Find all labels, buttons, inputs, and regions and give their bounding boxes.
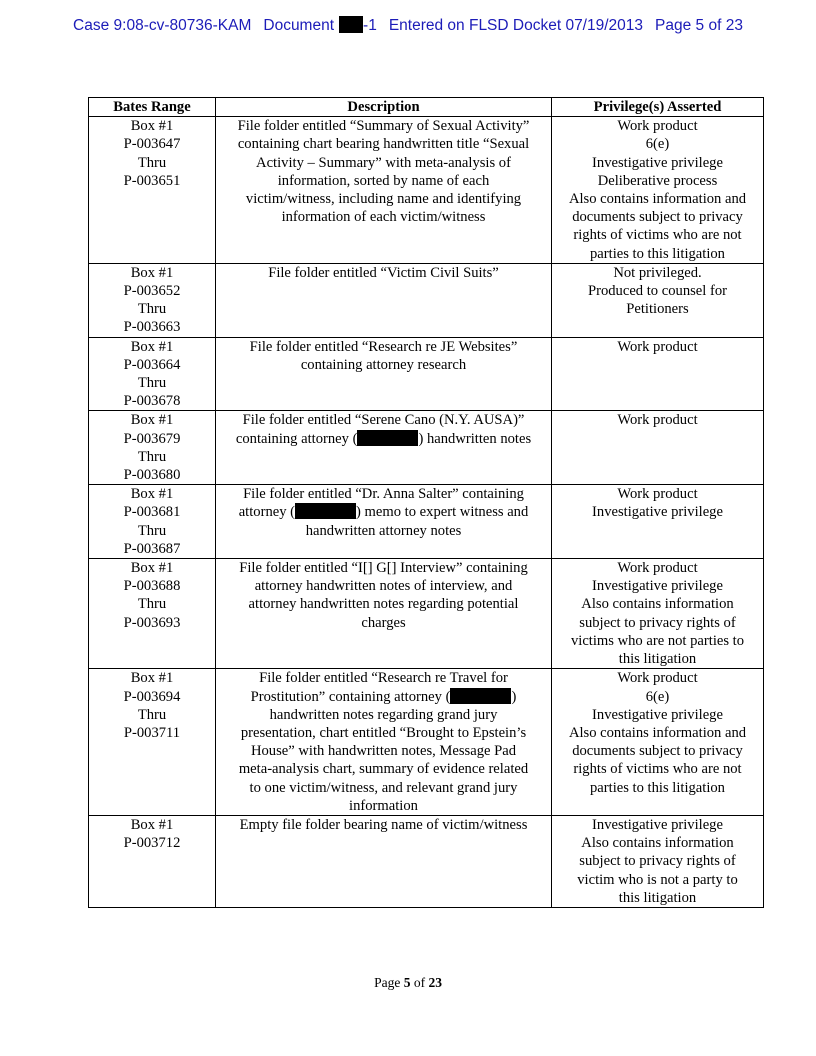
description-line: File folder entitled “Serene Cano (N.Y. AUSA)” <box>242 412 525 429</box>
privilege-line: subject to privacy rights of <box>579 853 736 870</box>
description-line: presentation, chart entitled “Brought to Epstein’s <box>240 724 527 741</box>
bates-line: Thru <box>137 375 167 392</box>
privilege-cell <box>552 669 764 816</box>
description-line: handwritten notes regarding grand jury <box>269 706 498 723</box>
table-row <box>89 263 764 337</box>
bates-line: Box #1 <box>130 338 174 355</box>
footer-middle: of <box>410 975 429 990</box>
bates-line: Thru <box>137 522 167 539</box>
privilege-line: parties to this litigation <box>590 245 725 262</box>
privilege-line: victims who are not parties to <box>570 632 745 649</box>
bates-line: P-003688 <box>123 578 181 595</box>
description-line: to one victim/witness, and relevant grand jury <box>249 779 518 796</box>
privilege-line: Work product <box>617 338 698 355</box>
bates-line: Thru <box>137 154 167 171</box>
privilege-line: Investigative privilege <box>592 706 723 723</box>
privilege-line: Work product <box>617 118 698 135</box>
description-fragment: ) memo to expert witness and <box>356 504 529 521</box>
bates-cell <box>89 337 216 411</box>
description-fragment: containing attorney ( <box>235 430 358 447</box>
description-line: containing chart bearing handwritten title “Sexual <box>237 136 530 153</box>
privilege-line: Work product <box>617 670 698 687</box>
description-line <box>218 503 549 521</box>
page-footer <box>0 975 816 991</box>
description-cell <box>216 337 552 411</box>
bates-line: Box #1 <box>130 670 174 687</box>
table-row <box>89 485 764 559</box>
header-page-count: Page 5 of 23 <box>655 17 743 34</box>
table-row <box>89 337 764 411</box>
entered-date: Entered on FLSD Docket 07/19/2013 <box>388 17 644 34</box>
description-line <box>218 430 549 448</box>
table-row <box>89 815 764 907</box>
privilege-line: Not privileged. <box>613 264 702 281</box>
description-line: attorney handwritten notes regarding potential <box>248 596 519 613</box>
bates-line: Box #1 <box>130 816 174 833</box>
description-line: File folder entitled “Summary of Sexual Activity” <box>237 118 530 135</box>
description-fragment: attorney ( <box>238 504 296 521</box>
case-number: Case 9:08-cv-80736-KAM <box>73 17 252 34</box>
description-line: attorney handwritten notes of interview, and <box>254 578 513 595</box>
document-suffix: -1 <box>363 17 377 34</box>
description-cell <box>216 815 552 907</box>
bates-cell <box>89 559 216 669</box>
bates-line: Box #1 <box>130 412 174 429</box>
description-line: meta-analysis chart, summary of evidence related <box>238 761 529 778</box>
bates-line: Box #1 <box>130 560 174 577</box>
description-line: File folder entitled “Dr. Anna Salter” containing <box>243 486 524 503</box>
privilege-line: Produced to counsel for <box>587 283 727 300</box>
bates-line: P-003647 <box>123 136 181 153</box>
description-cell <box>216 485 552 559</box>
description-cell <box>216 117 552 264</box>
description-line: Empty file folder bearing name of victim/witness <box>239 816 528 833</box>
description-cell <box>216 669 552 816</box>
privilege-line: Petitioners <box>626 301 689 318</box>
privilege-line: Work product <box>617 412 698 429</box>
privilege-line: 6(e) <box>645 688 670 705</box>
description-line: House” with handwritten notes, Message Pad <box>250 743 517 760</box>
privilege-cell <box>552 337 764 411</box>
document-label: Document <box>263 17 335 34</box>
bates-line: P-003687 <box>123 540 181 557</box>
privilege-cell <box>552 485 764 559</box>
bates-cell <box>89 669 216 816</box>
privilege-line: Also contains information and <box>568 191 747 208</box>
bates-line: Box #1 <box>130 486 174 503</box>
privilege-line: Work product <box>617 560 698 577</box>
bates-line: P-003651 <box>123 172 181 189</box>
bates-cell <box>89 411 216 485</box>
description-line: File folder entitled “Research re JE Websites” <box>249 338 518 355</box>
privilege-line: Investigative privilege <box>592 578 723 595</box>
bates-cell <box>89 263 216 337</box>
bates-line: P-003652 <box>123 283 181 300</box>
description-line: File folder entitled “I[] G[] Interview” containing <box>239 560 528 577</box>
privilege-line: subject to privacy rights of <box>579 614 736 631</box>
privilege-line: Investigative privilege <box>592 154 723 171</box>
privilege-line: Investigative privilege <box>592 504 723 521</box>
privilege-line: rights of victims who are not <box>573 761 742 778</box>
footer-total-pages: 23 <box>428 975 442 990</box>
privilege-cell <box>552 263 764 337</box>
description-line: information of each victim/witness <box>281 209 486 226</box>
privilege-line: parties to this litigation <box>590 779 725 796</box>
description-fragment: ) handwritten notes <box>418 430 532 447</box>
description-line: charges <box>361 614 406 631</box>
table-row <box>89 559 764 669</box>
description-fragment: ) <box>511 688 517 705</box>
bates-line: Box #1 <box>130 264 174 281</box>
description-cell <box>216 263 552 337</box>
redaction-block <box>339 16 363 33</box>
bates-line: P-003664 <box>123 356 181 373</box>
description-line: handwritten attorney notes <box>305 522 462 539</box>
bates-cell <box>89 815 216 907</box>
privilege-cell <box>552 559 764 669</box>
bates-line: Thru <box>137 596 167 613</box>
bates-line: P-003681 <box>123 504 181 521</box>
bates-line: P-003679 <box>123 430 181 447</box>
description-line: information, sorted by name of each <box>277 172 490 189</box>
bates-line: Thru <box>137 301 167 318</box>
redaction-block <box>295 503 356 519</box>
privilege-line: Investigative privilege <box>592 816 723 833</box>
bates-line: Thru <box>137 706 167 723</box>
description-line: victim/witness, including name and identifying <box>245 191 522 208</box>
column-header-bates: Bates Range <box>89 98 216 117</box>
privilege-cell <box>552 117 764 264</box>
redaction-block <box>357 430 418 446</box>
redaction-block <box>450 688 511 704</box>
docket-header <box>0 16 816 35</box>
privilege-cell <box>552 411 764 485</box>
description-cell <box>216 411 552 485</box>
bates-line: P-003680 <box>123 467 181 484</box>
description-line: File folder entitled “Research re Travel for <box>259 670 508 687</box>
privilege-line: Also contains information <box>581 835 734 852</box>
bates-line: P-003678 <box>123 393 181 410</box>
privilege-cell <box>552 815 764 907</box>
privilege-line: rights of victims who are not <box>573 227 742 244</box>
description-cell <box>216 559 552 669</box>
privilege-line: this litigation <box>618 651 697 668</box>
privilege-line: documents subject to privacy <box>572 209 743 226</box>
description-line: containing attorney research <box>300 356 467 373</box>
description-line <box>218 688 549 706</box>
footer-current-page: 5 <box>403 975 411 990</box>
privilege-line: this litigation <box>618 889 697 906</box>
description-line: File folder entitled “Victim Civil Suits” <box>268 264 499 281</box>
column-header-privilege: Privilege(s) Asserted <box>552 98 764 117</box>
column-header-description: Description <box>216 98 552 117</box>
privilege-line: Deliberative process <box>597 172 718 189</box>
table-header-row <box>89 98 764 117</box>
privilege-line: Also contains information <box>581 596 734 613</box>
table-row <box>89 117 764 264</box>
description-line: information <box>349 797 418 814</box>
bates-line: P-003712 <box>123 835 181 852</box>
privilege-line: documents subject to privacy <box>572 743 743 760</box>
description-fragment: Prostitution” containing attorney ( <box>250 688 451 705</box>
bates-line: P-003711 <box>123 724 181 741</box>
privilege-line: Work product <box>617 486 698 503</box>
bates-line: P-003693 <box>123 614 181 631</box>
bates-line: Box #1 <box>130 118 174 135</box>
privilege-line: Also contains information and <box>568 724 747 741</box>
table-row <box>89 411 764 485</box>
privilege-log-table <box>88 97 764 908</box>
bates-line: P-003694 <box>123 688 181 705</box>
description-line: Activity – Summary” with meta-analysis of <box>256 154 511 171</box>
table-row <box>89 669 764 816</box>
bates-cell <box>89 117 216 264</box>
privilege-line: 6(e) <box>645 136 670 153</box>
bates-cell <box>89 485 216 559</box>
privilege-line: victim who is not a party to <box>577 871 738 888</box>
footer-prefix: Page <box>374 975 404 990</box>
bates-line: Thru <box>137 448 167 465</box>
bates-line: P-003663 <box>123 319 181 336</box>
